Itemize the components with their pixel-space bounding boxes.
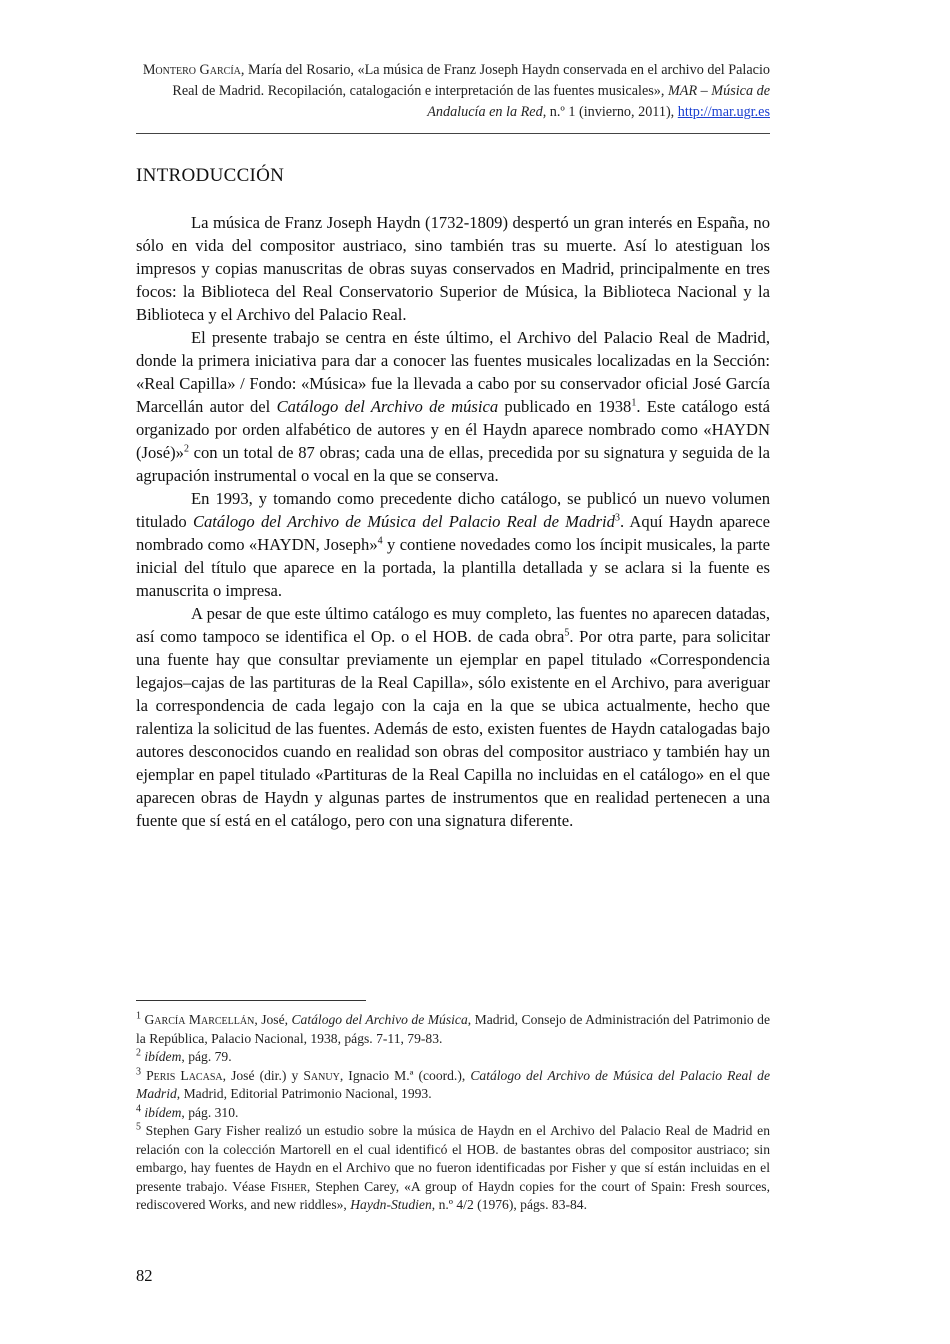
paragraph-2-text: publicado en 1938 xyxy=(498,397,632,416)
paragraph-3-text: y contiene novedades como los íncipit musicales, la parte inicial del título que aparece en la portada, la plantilla detallada y se aclara si la fuente es manuscrita o impresa. xyxy=(136,535,770,600)
header-issue: , n.º 1 (invierno, 2011), xyxy=(542,104,678,120)
body-text xyxy=(136,211,770,832)
footnote-ref-2[interactable]: 2 xyxy=(183,443,189,455)
footnote-text: , José, xyxy=(254,1012,292,1027)
paragraph-2-text: El presente trabajo se centra en éste último, el Archivo del Palacio Real de Madrid, donde la primera iniciativa para dar a conocer las fuentes musicales localizadas en la Sección: «Real Capilla» / Fondo: «Música» fue la llevada a cabo por su conservador oficial José García Marcellán autor del xyxy=(136,328,770,416)
footnote-title: Haydn-Studien xyxy=(350,1197,432,1212)
paragraph-3 xyxy=(136,487,770,602)
header-citation: , María del Rosario, «La música de Franz Joseph Haydn conservada en el archivo del Palacio Real de Madrid. Recopilación, catalogación e interpretación de las fuentes musicales», xyxy=(172,62,770,99)
paragraph-3-text: . Aquí Haydn aparece nombrado como «HAYDN, Joseph» xyxy=(136,512,770,554)
footnote-text: Stephen Gary Fisher realizó un estudio sobre la música de Haydn en el Archivo del Palacio Real de Madrid en relación con la colección Martorell en el cual identificó el HOB. de bastantes obras del compositor austriaco; sin embargo, hay fuentes de Haydn en el Archivo que no fueron identificadas por Fisher y que sí están incluidas en el presente trabajo. Véase xyxy=(136,1123,770,1194)
footnote-text: , José (dir.) y xyxy=(222,1067,304,1083)
header-url-link[interactable]: http://mar.ugr.es xyxy=(677,104,770,120)
footnote-1 xyxy=(136,1011,770,1048)
footnote-title: Catálogo del Archivo de Música del Palacio Real de Madrid xyxy=(136,1067,770,1101)
page-number: 82 xyxy=(136,1266,153,1285)
footnote-ref-4[interactable]: 4 xyxy=(377,535,383,547)
catalog-title-1938: Catálogo del Archivo de música xyxy=(276,397,499,416)
footnote-author: García Marcellán xyxy=(144,1012,255,1027)
footnote-ref-3[interactable]: 3 xyxy=(614,512,620,524)
paragraph-4-text: A pesar de que este último catálogo es muy completo, las fuentes no aparecen datadas, así como tampoco se identifica el Op. o el HOB. de cada obra xyxy=(136,604,770,646)
catalog-title-1993: Catálogo del Archivo de Música del Palacio Real de Madrid xyxy=(192,512,615,531)
footnote-2 xyxy=(136,1048,770,1067)
footnote-text: , Madrid, Editorial Patrimonio Nacional, 1993. xyxy=(176,1086,432,1101)
footnote-text: , n.º 4/2 (1976), págs. 83-84. xyxy=(431,1197,588,1212)
paragraph-2-text: con un total de 87 obras; cada una de ellas, precedida por su signatura y seguida de la agrupación instrumental o vocal en la que se conserva. xyxy=(136,443,770,485)
footnote-text: , Madrid, Consejo de Administración del Patrimonio de la República, Palacio Nacional, 1938, págs. 7-11, 79-83. xyxy=(136,1012,770,1046)
footnote-divider xyxy=(136,1000,366,1001)
paragraph-2-text: . Este catálogo está organizado por orden alfabético de autores y en él Haydn aparece nombrado como «HAYDN (José)» xyxy=(136,397,770,462)
paragraph-1: La música de Franz Joseph Haydn (1732-1809) despertó un gran interés en España, no sólo en vida del compositor austriaco, sino también tras su muerte. Así lo atestiguan los impresos y copias manuscritas de obras suyas conservados en Madrid, principalmente en tres focos: la Biblioteca del Real Conservatorio Superior de Música, la Biblioteca Nacional y la Biblioteca y el Archivo del Palacio Real. xyxy=(136,213,770,324)
section-heading: INTRODUCCIÓN xyxy=(136,165,285,186)
footnote-author: Fisher xyxy=(270,1178,307,1194)
footnote-title: Catálogo del Archivo de Música xyxy=(291,1012,468,1027)
footnote-ibidem: ibídem xyxy=(144,1104,182,1120)
footnote-ibidem: ibídem xyxy=(144,1049,182,1064)
footnote-4 xyxy=(136,1104,770,1123)
header-author: Montero García xyxy=(142,62,241,78)
header-journal: MAR – Música de Andalucía en la Red xyxy=(427,83,770,120)
footnote-author: Sanuy xyxy=(303,1067,340,1083)
footnote-text: , Stephen Carey, «A group of Haydn copies for the court of Spain: Fresh sources, rediscovered Works, and new riddles», xyxy=(136,1178,770,1212)
footnote-number: 3 xyxy=(136,1065,141,1077)
footnote-text: , pág. 79. xyxy=(181,1049,232,1064)
footnote-3 xyxy=(136,1067,770,1104)
footnote-number: 1 xyxy=(136,1010,141,1022)
paragraph-4-text: . Por otra parte, para solicitar una fuente hay que consultar previamente un ejemplar en papel titulado «Correspondencia legajos–cajas de las partituras de la Real Capilla», sólo existente en el Archivo, para averiguar la correspondencia de cada legajo con la caja en la que se ubica actualmente, hecho que ralentiza la solicitud de las fuentes. Además de esto, existen fuentes de Haydn catalogadas bajo autores desconocidos cuando en realidad son obras del compositor austriaco y también hay un ejemplar en papel titulado «Partituras de la Real Capilla no incluidas en el catálogo» en el que aparecen obras de Haydn y algunas partes de instrumentos que en realidad pertenecen a una fuente que sí está en el catálogo, pero con una signatura diferente. xyxy=(136,627,770,830)
footnote-number: 5 xyxy=(136,1121,141,1133)
footnote-ref-1[interactable]: 1 xyxy=(631,397,637,409)
running-header xyxy=(136,60,770,123)
footnote-number: 2 xyxy=(136,1047,141,1059)
footnote-ref-5[interactable]: 5 xyxy=(564,627,570,639)
footnotes xyxy=(136,1011,770,1215)
footnote-number: 4 xyxy=(136,1102,141,1114)
paragraph-2 xyxy=(136,326,770,487)
header-divider xyxy=(136,133,770,134)
footnote-5 xyxy=(136,1122,770,1215)
paragraph-4 xyxy=(136,602,770,832)
paragraph-3-text: En 1993, y tomando como precedente dicho catálogo, se publicó un nuevo volumen titulado xyxy=(136,489,770,531)
footnote-text: , Ignacio M.ª (coord.), xyxy=(339,1067,471,1083)
footnote-author: Peris Lacasa xyxy=(146,1067,223,1083)
footnote-text: , pág. 310. xyxy=(181,1104,239,1120)
